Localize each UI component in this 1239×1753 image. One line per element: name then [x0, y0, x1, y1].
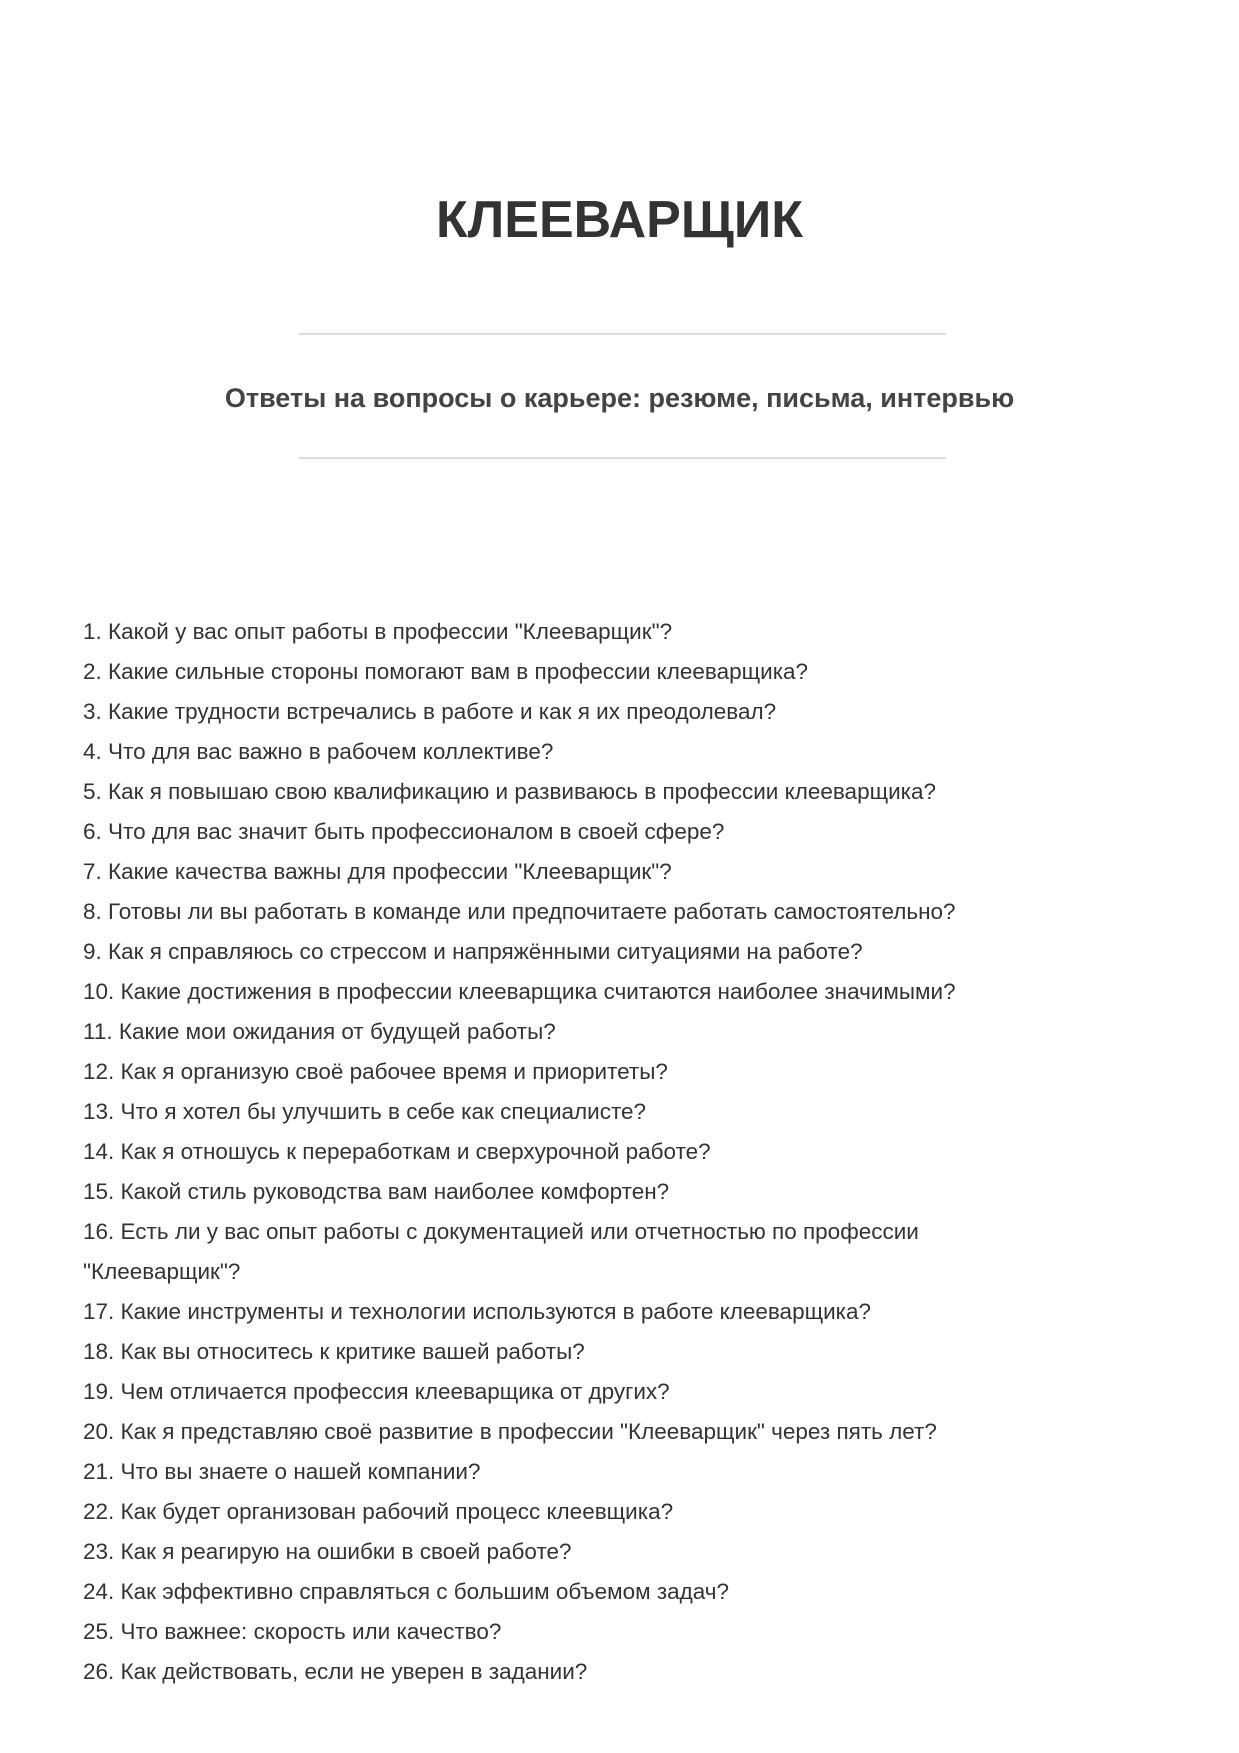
question-item: 11. Какие мои ожидания от будущей работы? [83, 1019, 556, 1044]
question-item: 18. Как вы относитесь к критике вашей работы? [83, 1339, 585, 1364]
question-item: 12. Как я организую своё рабочее время и приоритеты? [83, 1059, 668, 1084]
question-item: 7. Какие качества важны для профессии "Клееварщик"? [83, 859, 672, 884]
divider-top [299, 333, 946, 335]
questions-list [83, 612, 1063, 1692]
page-title: КЛЕЕВАРЩИК [436, 191, 803, 249]
question-item: 22. Как будет организован рабочий процесс клеевщика? [83, 1499, 674, 1524]
question-item: 26. Как действовать, если не уверен в задании? [83, 1659, 588, 1684]
question-item: 10. Какие достижения в профессии клееварщика считаются наиболее значимыми? [83, 979, 956, 1004]
subtitle: Ответы на вопросы о карьере: резюме, письма, интервью [224, 383, 1015, 413]
question-item: 24. Как эффективно справляться с большим объемом задач? [83, 1579, 730, 1604]
question-item: 6. Что для вас значит быть профессионалом в своей сфере? [83, 819, 725, 844]
question-item: 13. Что я хотел бы улучшить в себе как специалисте? [83, 1099, 647, 1124]
divider-bottom [299, 457, 946, 459]
question-item: 4. Что для вас важно в рабочем коллективе? [83, 739, 554, 764]
question-item: 20. Как я представляю своё развитие в профессии "Клееварщик" через пять лет? [83, 1419, 937, 1444]
question-item: 17. Какие инструменты и технологии используются в работе клееварщика? [83, 1299, 872, 1324]
question-item: 1. Какой у вас опыт работы в профессии "Клееварщик"? [83, 619, 673, 644]
question-item: 5. Как я повышаю свою квалификацию и развиваюсь в профессии клееварщика? [83, 779, 937, 804]
question-item: 15. Какой стиль руководства вам наиболее комфортен? [83, 1179, 670, 1204]
question-item: 8. Готовы ли вы работать в команде или предпочитаете работать самостоятельно? [83, 899, 956, 924]
question-item: 19. Чем отличается профессия клееварщика от других? [83, 1379, 670, 1404]
question-item: 16. Есть ли у вас опыт работы с документацией или отчетностью по профессии "Клееварщик"? [83, 1219, 919, 1284]
question-item: 2. Какие сильные стороны помогают вам в профессии клееварщика? [83, 659, 809, 684]
question-item: 9. Как я справляюсь со стрессом и напряжёнными ситуациями на работе? [83, 939, 863, 964]
question-item: 14. Как я отношусь к переработкам и сверхурочной работе? [83, 1139, 711, 1164]
question-item: 25. Что важнее: скорость или качество? [83, 1619, 502, 1644]
question-item: 23. Как я реагирую на ошибки в своей работе? [83, 1539, 572, 1564]
question-item: 3. Какие трудности встречались в работе и как я их преодолевал? [83, 699, 777, 724]
question-item: 21. Что вы знаете о нашей компании? [83, 1459, 481, 1484]
